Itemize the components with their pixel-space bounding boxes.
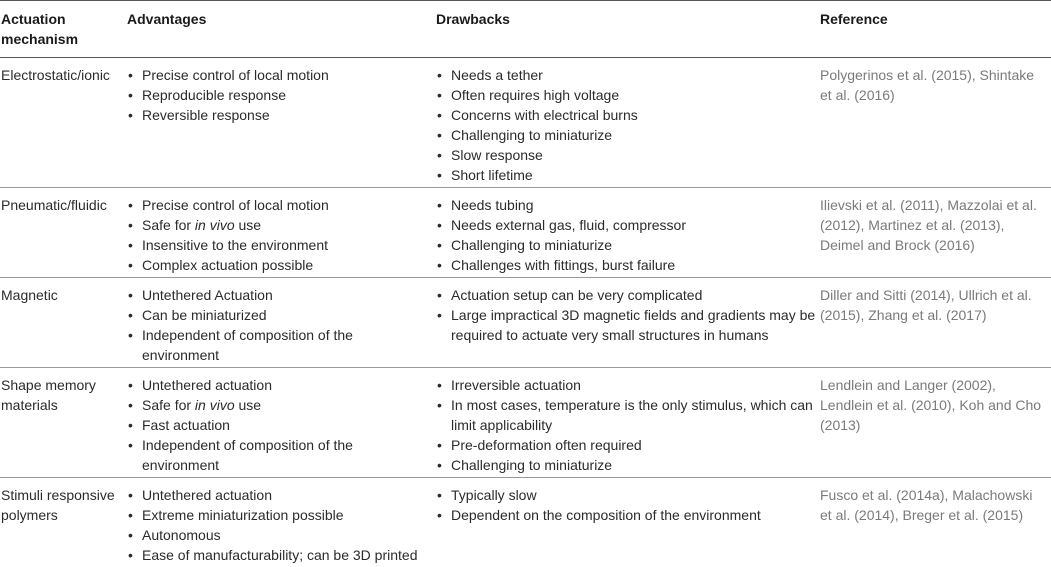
advantages-list: [127, 65, 432, 125]
drawback-item: • Large impractical 3D magnetic fields and gradients may be required to actuate very small structures in humans: [436, 305, 816, 345]
advantage-item: • Insensitive to the environment: [127, 235, 432, 255]
advantage-item: • Safe for in vivo use: [127, 395, 432, 415]
advantage-item: • Safe for in vivo use: [127, 215, 432, 235]
drawback-item: • Challenges with fittings, burst failure: [436, 255, 816, 275]
table-row: [0, 478, 1051, 567]
drawback-item: • Pre-deformation often required: [436, 435, 816, 455]
advantage-item: • Fast actuation: [127, 415, 432, 435]
advantage-item: • Untethered Actuation: [127, 285, 432, 305]
drawbacks-cell: [436, 478, 820, 567]
mechanism-cell: Stimuli responsive polymers: [0, 478, 127, 567]
mechanism-cell: Shape memory materials: [0, 368, 127, 478]
drawbacks-cell: [436, 58, 820, 188]
drawbacks-cell: [436, 278, 820, 368]
table-body: [0, 58, 1051, 567]
advantage-item: • Ease of manufacturability; can be 3D printed: [127, 545, 432, 565]
drawbacks-cell: [436, 188, 820, 278]
advantage-item: • Reproducible response: [127, 85, 432, 105]
advantage-item: • Independent of composition of the environment: [127, 435, 432, 475]
advantages-list: [127, 485, 432, 565]
advantages-cell: [127, 58, 436, 188]
advantages-cell: [127, 368, 436, 478]
mechanism-cell: Electrostatic/ionic: [0, 58, 127, 188]
advantage-item: • Autonomous: [127, 525, 432, 545]
reference-cell: Fusco et al. (2014a), Malachowski et al. (2014), Breger et al. (2015): [820, 478, 1051, 567]
advantage-item: • Precise control of local motion: [127, 195, 432, 215]
header-mechanism: Actuation mechanism: [0, 1, 127, 58]
advantages-list: [127, 285, 432, 365]
table-row: [0, 368, 1051, 478]
drawback-item: • Often requires high voltage: [436, 85, 816, 105]
drawback-item: • Typically slow: [436, 485, 816, 505]
drawback-item: • Challenging to miniaturize: [436, 235, 816, 255]
drawback-item: • Challenging to miniaturize: [436, 455, 816, 475]
drawback-item: • Needs external gas, fluid, compressor: [436, 215, 816, 235]
advantage-item: • Can be miniaturized: [127, 305, 432, 325]
header-reference: Reference: [820, 1, 1051, 58]
italic-term: in vivo: [195, 397, 235, 413]
drawbacks-list: [436, 195, 816, 275]
drawback-item: • Irreversible actuation: [436, 375, 816, 395]
reference-cell: Polygerinos et al. (2015), Shintake et al. (2016): [820, 58, 1051, 188]
drawback-item: • Needs a tether: [436, 65, 816, 85]
drawbacks-list: [436, 285, 816, 345]
advantage-item: • Precise control of local motion: [127, 65, 432, 85]
advantage-item: • Extreme miniaturization possible: [127, 505, 432, 525]
drawback-item: • Dependent on the composition of the environment: [436, 505, 816, 525]
advantages-cell: [127, 188, 436, 278]
table-row: [0, 278, 1051, 368]
drawback-item: • Needs tubing: [436, 195, 816, 215]
drawback-item: • Challenging to miniaturize: [436, 125, 816, 145]
drawback-item: • Actuation setup can be very complicated: [436, 285, 816, 305]
reference-cell: Diller and Sitti (2014), Ullrich et al. (2015), Zhang et al. (2017): [820, 278, 1051, 368]
advantage-item: • Untethered actuation: [127, 375, 432, 395]
advantages-cell: [127, 478, 436, 567]
advantage-item: • Complex actuation possible: [127, 255, 432, 275]
drawback-item: • In most cases, temperature is the only stimulus, which can limit applicability: [436, 395, 816, 435]
reference-cell: Lendlein and Langer (2002), Lendlein et al. (2010), Koh and Cho (2013): [820, 368, 1051, 478]
table-row: [0, 188, 1051, 278]
advantage-item: • Reversible response: [127, 105, 432, 125]
drawback-item: • Concerns with electrical burns: [436, 105, 816, 125]
advantages-list: [127, 195, 432, 275]
header-row: [0, 1, 1051, 58]
drawbacks-cell: [436, 368, 820, 478]
mechanism-cell: Pneumatic/fluidic: [0, 188, 127, 278]
table-row: [0, 58, 1051, 188]
mechanism-cell: Magnetic: [0, 278, 127, 368]
reference-cell: Ilievski et al. (2011), Mazzolai et al. (2012), Martinez et al. (2013), Deimel and Brock (2016): [820, 188, 1051, 278]
advantages-list: [127, 375, 432, 475]
drawbacks-list: [436, 375, 816, 475]
header-drawbacks: Drawbacks: [436, 1, 820, 58]
drawback-item: • Slow response: [436, 145, 816, 165]
drawbacks-list: [436, 65, 816, 185]
advantage-item: • Independent of composition of the environment: [127, 325, 432, 365]
italic-term: in vivo: [195, 217, 235, 233]
drawbacks-list: [436, 485, 816, 525]
advantages-cell: [127, 278, 436, 368]
drawback-item: • Short lifetime: [436, 165, 816, 185]
header-advantages: Advantages: [127, 1, 436, 58]
advantage-item: • Untethered actuation: [127, 485, 432, 505]
